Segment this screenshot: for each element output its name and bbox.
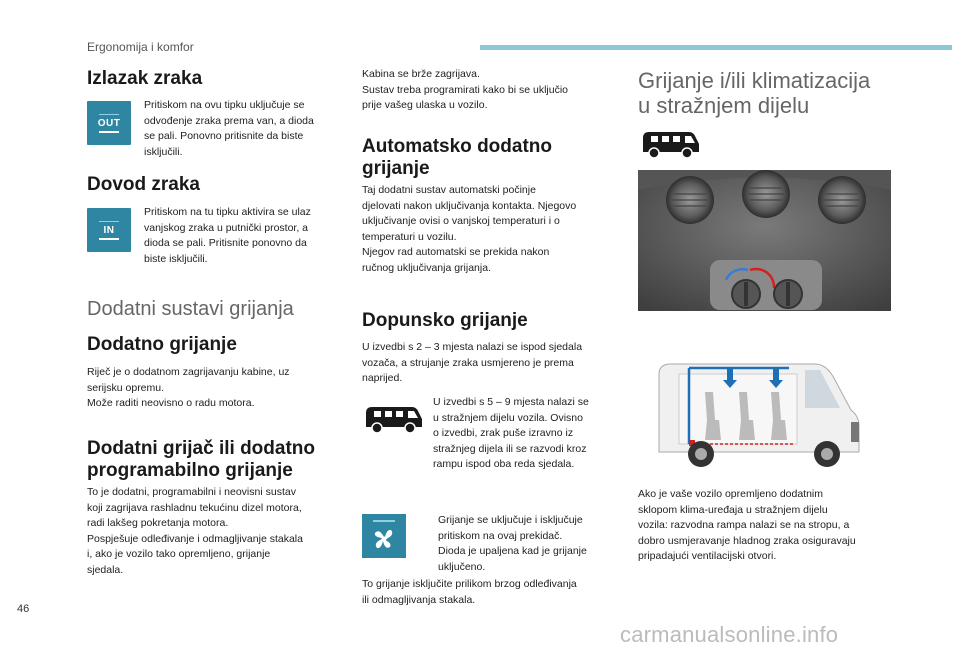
- air-in-icon-label: IN: [103, 225, 115, 236]
- automatsko-title: Automatsko dodatno grijanje: [362, 136, 552, 179]
- header-bar: [480, 45, 952, 50]
- fan-icon: [371, 526, 397, 552]
- running-header: Ergonomija i komfor: [87, 40, 194, 54]
- fan-button-icon: [362, 514, 406, 558]
- van-airflow-diagram: [655, 360, 860, 472]
- grijac-title: Dodatni grijač ili dodatno programabilno grijanje: [87, 438, 315, 481]
- van-text: U izvedbi s 5 – 9 mjesta nalazi se u stražnjem dijelu vozila. Ovisno o izvedbi, zrak puše izravno iz stražnjeg dijela ili se razvodi kroz rampu ispod oba reda sjedala.: [433, 396, 589, 470]
- dodatno-text: Riječ je o dodatnom zagrijavanju kabine, uz serijsku opremu. Može raditi neovisno o radu motora.: [87, 366, 290, 409]
- grijac-text: To je dodatni, programabilni i neovisni sustav koji zagrijava rashladnu tekućinu dizel motora, radi lakšeg pokretanja motora. Pospješuje odleđivanje i odmagljivanje stakala i, ako je vozilo tako opremljeno, grijanje sjedala.: [87, 486, 303, 576]
- fan-after-text: To grijanje isključite prilikom brzog odleđivanja ili odmagljivanja stakala.: [362, 578, 577, 606]
- dopunsko-text: U izvedbi s 2 – 3 mjesta nalazi se ispod sjedala vozača, a strujanje zraka usmjereno je prema naprijed.: [362, 341, 583, 384]
- rear-title: Grijanje i/ili klimatizacija u stražnjem dijelu: [638, 68, 871, 118]
- watermark: carmanualsonline.info: [620, 622, 839, 647]
- rear-text: Ako je vaše vozilo opremljeno dodatnim sklopom klima-uređaja u stražnjem dijelu vozila: razvodna rampa nalazi se na stropu, a dobro usmjeravanje hladnog zraka osiguravaju pripadajući ventilacijski otvori.: [638, 488, 856, 562]
- page-number: 46: [17, 603, 30, 615]
- van-icon: [362, 403, 424, 435]
- dopunsko-title: Dopunsko grijanje: [362, 310, 528, 331]
- dovod-text: Pritiskom na tu tipku aktivira se ulaz vanjskog zraka u putnički prostor, a dioda se pali. Pritisnite ponovno da biste isključili.: [144, 206, 311, 265]
- intro-text: Kabina se brže zagrijava. Sustav treba programirati kako bi se uključio prije vašeg ulaska u vozilo.: [362, 68, 569, 111]
- air-out-icon-label: OUT: [97, 118, 121, 129]
- dodatno-title: Dodatno grijanje: [87, 334, 237, 355]
- air-in-button-icon: [87, 208, 131, 252]
- izlazak-title: Izlazak zraka: [87, 68, 203, 89]
- fan-text: Grijanje se uključuje i isključuje pritiskom na ovaj prekidač. Dioda je upaljena kad je grijanje uključeno.: [438, 514, 587, 573]
- ceiling-vents-photo: [638, 170, 891, 311]
- dovod-title: Dovod zraka: [87, 174, 200, 195]
- automatsko-text: Taj dodatni sustav automatski počinje djelovati nakon uključivanja kontakta. Njegovo uključivanje ovisi o vanjskoj temperaturi i o temperaturi u vozilu. Njegov rad automatski se prekida nakon ručnog uključivanja grijanja.: [362, 184, 577, 274]
- air-out-button-icon: [87, 101, 131, 145]
- section-title: Dodatni sustavi grijanja: [87, 298, 294, 320]
- izlazak-text: Pritiskom na ovu tipku uključuje se odvođenje zraka prema van, a dioda se pali. Ponovno pritisnite da biste isključili.: [144, 99, 314, 158]
- van-icon-rear: [638, 128, 702, 160]
